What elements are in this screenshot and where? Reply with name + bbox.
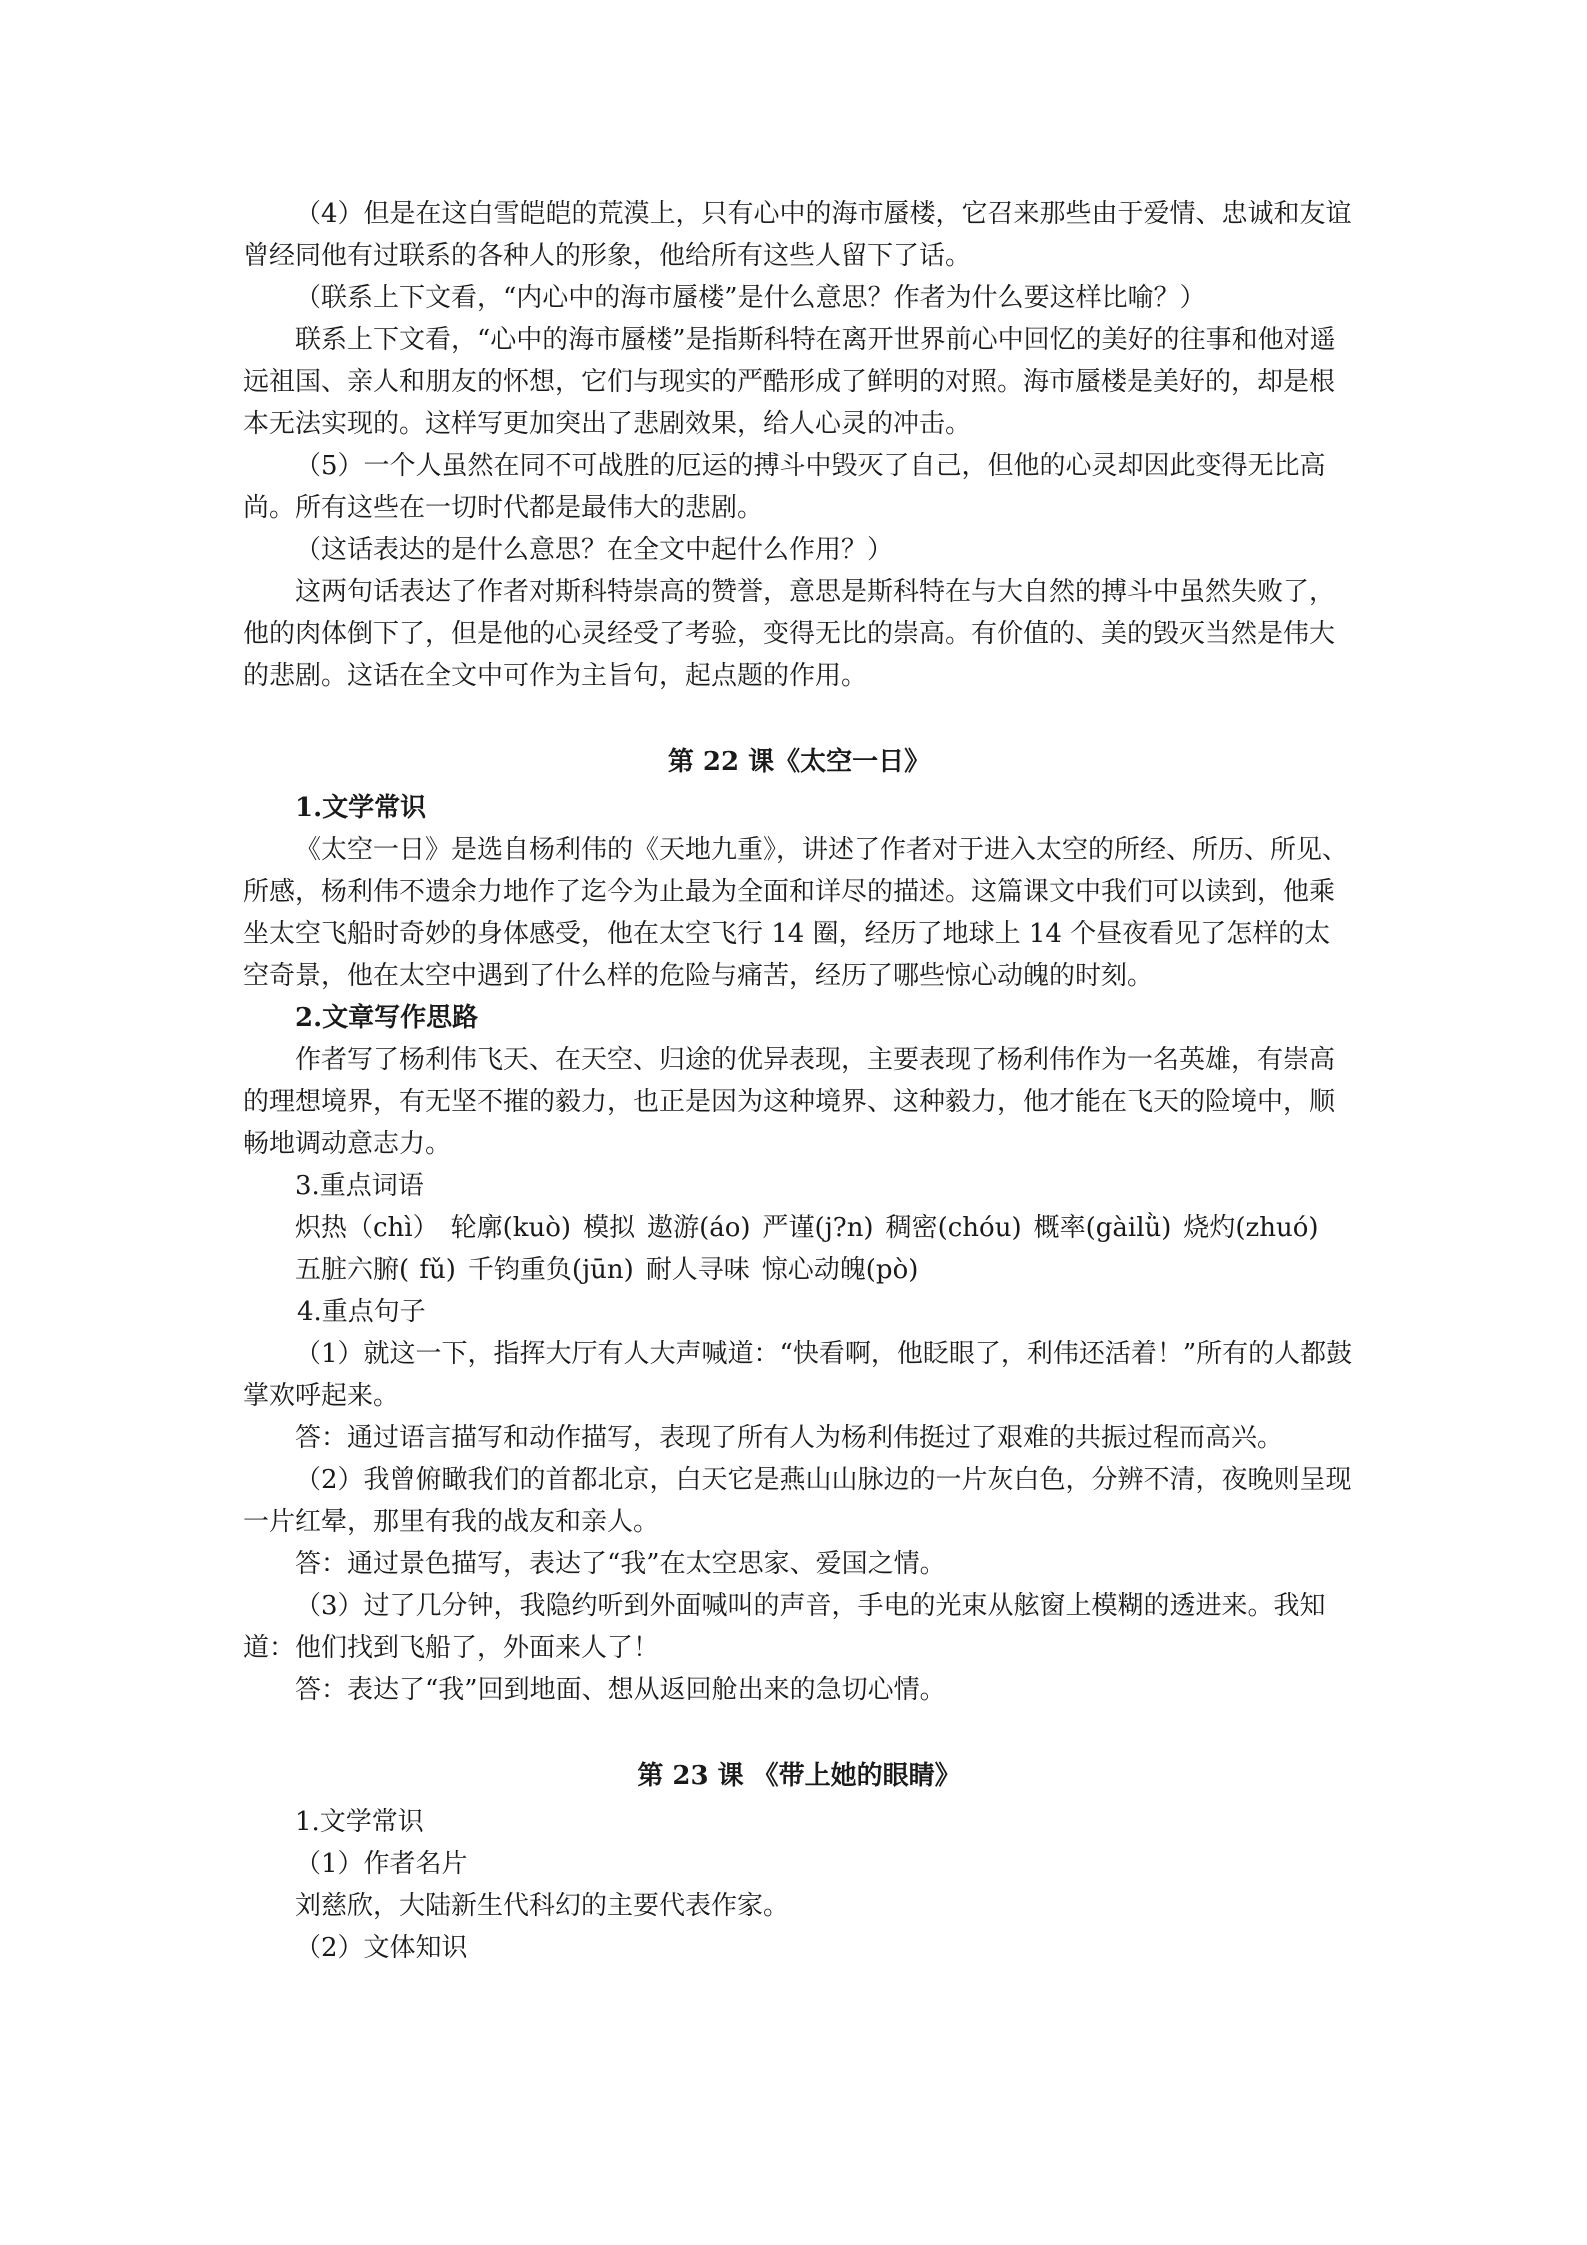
lesson-23-sub-author: （1）作者名片 — [295, 1849, 468, 1879]
question-5: （这话表达的是什么意思？在全文中起什么作用？） — [295, 535, 894, 565]
vocab-word: 惊心动魄(pò) — [761, 1255, 919, 1285]
vocab-word: 模拟 — [583, 1213, 636, 1243]
answer-5: 这两句话表达了作者对斯科特崇高的赞誉，意思是斯科特在与大自然的搏斗中虽然失败了，他的肉体倒下了，但是他的心灵经受了考验，变得无比的崇高。有价值的、美的毁灭当然是伟大的悲剧。这话在全文中可作为主旨句，起点题的作用。 — [243, 577, 1336, 691]
vocab-word: 炽热（chì） — [295, 1213, 439, 1243]
vocab-word: 耐人寻味 — [645, 1255, 750, 1285]
key-sentence-2: （2）我曾俯瞰我们的首都北京，白天它是燕山山脉边的一片灰白色，分辨不清，夜晚则呈现一片红晕，那里有我的战友和亲人。 — [243, 1465, 1352, 1537]
lesson-22-heading-structure: 2.文章写作思路 — [295, 1003, 479, 1033]
paragraph-quote-4: （4）但是在这白雪皑皑的荒漠上，只有心中的海市蜃楼，它召来那些由于爱情、忠诚和友谊曾经同他有过联系的各种人的形象，他给所有这些人留下了话。 — [243, 199, 1352, 271]
lesson-22-heading-literature: 1.文学常识 — [295, 793, 427, 823]
lesson-23-heading-literature: 1.文学常识 — [295, 1807, 424, 1837]
vocab-word: 五脏六腑( fǔ) — [295, 1255, 456, 1285]
vocab-word: 烧灼(zhuó) — [1183, 1213, 1319, 1243]
key-answer-2: 答：通过景色描写，表达了“我”在太空思家、爱国之情。 — [295, 1549, 946, 1579]
vocab-line-2 — [243, 1249, 1355, 1291]
vocab-word: 稠密(chóu) — [885, 1213, 1022, 1243]
lesson-23-sub-genre: （2）文体知识 — [295, 1933, 468, 1963]
vocab-word: 严谨(j?n) — [762, 1213, 874, 1243]
vocab-word: 轮廓(kuò) — [450, 1213, 572, 1243]
question-4: （联系上下文看，“内心中的海市蜃楼”是什么意思？作者为什么要这样比喻？） — [295, 283, 1206, 313]
key-sentence-3: （3）过了几分钟，我隐约听到外面喊叫的声音，手电的光束从舷窗上模糊的透进来。我知道：他们找到飞船了，外面来人了！ — [243, 1591, 1326, 1663]
lesson-22-heading-words: 3.重点词语 — [295, 1171, 424, 1201]
lesson-23-title: 第 23 课 《带上她的眼睛》 — [637, 1761, 961, 1791]
paragraph-quote-5: （5）一个人虽然在同不可战胜的厄运的搏斗中毁灭了自己，但他的心灵却因此变得无比高尚。所有这些在一切时代都是最伟大的悲剧。 — [243, 451, 1326, 523]
lesson-22-heading-sentences: 4.重点句子 — [297, 1297, 426, 1327]
vocab-word: 概率(gàilǜ) — [1033, 1213, 1172, 1243]
lesson-23-author-text: 刘慈欣，大陆新生代科幻的主要代表作家。 — [295, 1891, 790, 1921]
vocab-line-1 — [243, 1207, 1355, 1249]
key-answer-1: 答：通过语言描写和动作描写，表现了所有人为杨利伟挺过了艰难的共振过程而高兴。 — [295, 1423, 1284, 1453]
lesson-22-literature-text: 《太空一日》是选自杨利伟的《天地九重》，讲述了作者对于进入太空的所经、所历、所见、所感，杨利伟不遗余力地作了迄今为止最为全面和详尽的描述。这篇课文中我们可以读到，他乘坐太空飞船时奇妙的身体感受，他在太空飞行 14 圈，经历了地球上 14 个昼夜看见了怎样的太空奇景，他在太空中遇到了什么样的危险与痛苦，经历了哪些惊心动魄的时刻。 — [243, 835, 1349, 991]
lesson-22-structure-text: 作者写了杨利伟飞天、在天空、归途的优异表现，主要表现了杨利伟作为一名英雄，有崇高的理想境界，有无坚不摧的毅力，也正是因为这种境界、这种毅力，他才能在飞天的险境中，顺畅地调动意志力。 — [243, 1045, 1336, 1159]
answer-4: 联系上下文看，“心中的海市蜃楼”是指斯科特在离开世界前心中回忆的美好的往事和他对遥远祖国、亲人和朋友的怀想，它们与现实的严酷形成了鲜明的对照。海市蜃楼是美好的，却是根本无法实现的。这样写更加突出了悲剧效果，给人心灵的冲击。 — [243, 325, 1336, 439]
vocab-word: 千钧重负(jūn) — [467, 1255, 634, 1285]
key-answer-3: 答：表达了“我”回到地面、想从返回舱出来的急切心情。 — [295, 1675, 946, 1705]
lesson-22-title: 第 22 课《太空一日》 — [667, 747, 931, 777]
key-sentence-1: （1）就这一下，指挥大厅有人大声喊道：“快看啊，他眨眼了，利伟还活着！”所有的人都鼓掌欢呼起来。 — [243, 1339, 1353, 1411]
vocab-word: 遨游(áo) — [647, 1213, 751, 1243]
document-body — [243, 193, 1355, 1969]
